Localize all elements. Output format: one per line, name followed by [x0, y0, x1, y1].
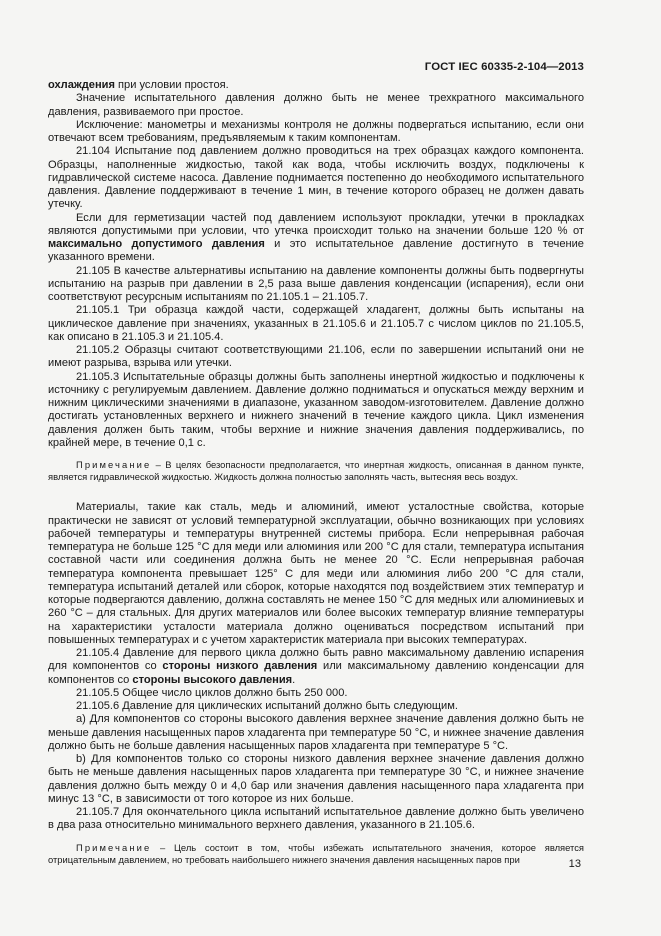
paragraph-text: .: [292, 673, 296, 686]
bold-term: максимально допустимого давления: [48, 238, 265, 250]
paragraph-clause-21-104: 21.104 Испытание под давлением должно проводиться на трех образцах каждого компонента. Образцы, наполненные жидкостью, такой как вода, чтобы исключить воздух, подключены к гидравлической системе насоса. Давление поднимается постепенно до необходимого испытательного давления. Давление поддерживают в течение 1 мин, в течение которого образец не должен давать утечку.: [48, 145, 584, 211]
paragraph-item-b: b) Для компонентов только со стороны низкого давления верхнее значение давления должно быть не меньше давления насыщенных паров хладагента при температуре 30 °С, и нижнее значение давления должно быть между 0 и 4,0 бар или значения давления насыщенного пара хладагента при минус 13 °С, в зависимости от того которое из них больше.: [48, 753, 584, 805]
paragraph-item-a: a) Для компонентов со стороны высокого давления верхнее значение давления должно быть не меньше давления насыщенных паров хладагента при температуре 50 °С, и нижнее значение давления должно быть не больше давления насыщенных паров хладагента при температуре 5 °С.: [48, 713, 584, 752]
paragraph-text: при условии простоя.: [114, 79, 229, 91]
paragraph-clause-21-105-3: 21.105.3 Испытательные образцы должны быть заполнены инертной жидкостью и подключены к источнику с регулируемым давлением. Давление должно подниматься и опускаться между верхним и нижним циклическими значениями в диапазоне, указанном заводом-изготовителем. Давление должно достигать установленных верхнего и нижнего значений в течение каждого цикла. Цикл изменения давления должен быть таким, чтобы верхние и нижние значения давления поддерживались, по крайней мере, в течение 0,1 с.: [48, 370, 584, 449]
paragraph-clause-21-105-4: [48, 647, 584, 687]
paragraph-clause-21-105-5: 21.105.5 Общее число циклов должно быть 250 000.: [76, 686, 348, 699]
paragraph-materials: Материалы, такие как сталь, медь и алюминий, имеют усталостные свойства, которые практически не зависят от условий температурной эксплуатации, обычно возникающих при условиях рабочей температуры и температуры внутренней системы прибора. Если непрерывная рабочая температура не больше 125 °С для меди или алюминия или 200 °С для стали, температура испытания составной части или соединения должна быть не менее 20 °С. Если непрерывная рабочая температура компонента превышает 125° С для меди или алюминия либо 200 °С для стали, температура испытаний деталей или сборок, которые находятся под воздействием этих температур и которые подвергаются давлению, должна составлять не менее 150 °С для медных или алюминиевых и 260 °С – для стальных. Для других материалов или более высоких температур влияние температуры на характеристики усталости материала должно оцениваться посредством испытаний при повышенных температурах и с учетом характеристик материала при высоких температурах.: [48, 501, 584, 646]
note-label: Примечание: [76, 841, 152, 853]
paragraph-clause-21-105-2: 21.105.2 Образцы считают соответствующими 21.106, если по завершении испытаний они не имеют разрыва, взрыва или утечки.: [48, 344, 584, 370]
bold-term: охлаждения: [48, 79, 115, 91]
document-header-code: ГОСТ IEC 60335-2-104—2013: [424, 61, 584, 73]
paragraph-text: и это испытательное давление достигнуто в течение указанного времени.: [48, 238, 584, 264]
paragraph-text: или максимальному давлению конденсации для компонентов со: [48, 660, 585, 686]
paragraph-clause-21-105-6: 21.105.6 Давление для циклических испытаний должно быть следующим.: [76, 700, 458, 713]
paragraph-clause-21-105: 21.105 В качестве альтернативы испытанию на давление компоненты должны быть подвергнуты испытанию на разрыв при давлении в 2,5 раза выше давления конденсации (испарения), если они соответствуют ресурсным испытаниям по 21.105.1 – 21.105.7.: [48, 264, 584, 303]
paragraph: Исключение: манометры и механизмы контроля не должны подвергаться испытанию, если они отвечают всем требованиям, предъявляемым к таким компонентам.: [48, 118, 584, 144]
paragraph-continuation: [48, 79, 584, 92]
note-negative-pressure: [48, 842, 584, 866]
note-label: Примечание: [76, 459, 152, 470]
note-text: – В целях безопасности предполагается, что инертная жидкость, описанная в данном пункте, является гидравлической жидкостью. Жидкость должна полностью заполнять часть, вытесняя весь воздух.: [48, 459, 584, 483]
document-body: [48, 79, 584, 866]
note-text: – Цель состоит в том, чтобы избежать испытательного значения, которое является отрицательным давлением, но требовать наибольшего нижнего значения давления насыщенных паров при: [48, 841, 584, 865]
paragraph-text: 21.105.4 Давление для первого цикла должно быть равно максимальному давлению испарения для компонентов со: [48, 647, 584, 673]
bold-term: стороны высокого давления: [132, 673, 293, 686]
paragraph-gaskets: [48, 212, 584, 265]
note-hydraulic-fluid: [48, 459, 584, 483]
paragraph-text: Если для герметизации частей под давлением используют прокладки, утечки в прокладках являются допустимыми при условии, что утечка происходит только на значении больше 120 % от: [48, 211, 584, 237]
paragraph-clause-21-105-7: 21.105.7 Для окончательного цикла испытаний испытательное давление должно быть увеличено в два раза относительно минимального верхнего давления, указанного в 21.105.6.: [48, 806, 584, 832]
bold-term: стороны низкого давления: [162, 660, 318, 673]
paragraph-clause-21-105-1: 21.105.1 Три образца каждой части, содержащей хладагент, должны быть испытаны на циклическое давление при значениях, указанных в 21.105.6 и 21.105.7 с числом циклов по 21.105.5, как описано в 21.105.3 и 21.105.4.: [48, 304, 584, 343]
paragraph: Значение испытательного давления должно быть не менее трехкратного максимального давления, развиваемого при простое.: [48, 92, 584, 118]
page-number: 13: [568, 858, 581, 870]
